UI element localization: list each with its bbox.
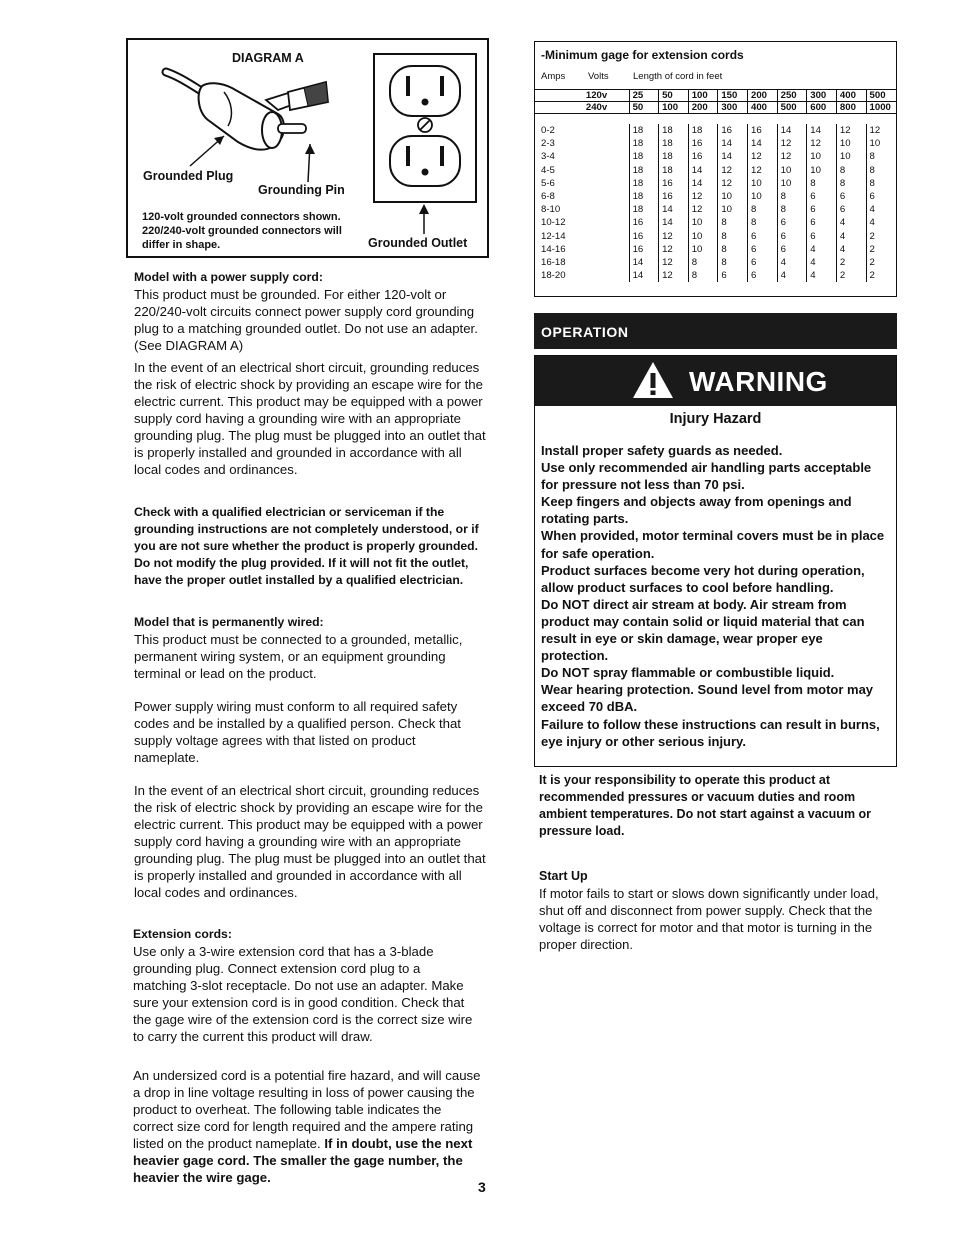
gage-cell: 10: [777, 177, 807, 190]
gage-cell: 12: [718, 164, 748, 177]
gage-cell: 10: [688, 230, 718, 243]
undersized-cord-text: An undersized cord is a potential fire hazard, and will cause a drop in line voltage resulting in loss of power causing the product to overheat. The following table indicates the correct size cord for length required and the ampere rating listed on the product nameplate.: [133, 1068, 481, 1151]
gage-cell: 14: [747, 137, 777, 150]
gage-cell: 4: [836, 216, 866, 229]
gage-cell: 12: [747, 164, 777, 177]
grounding-pin-label: Grounding Pin: [258, 183, 345, 197]
gage-cell: 8: [866, 177, 896, 190]
length-cell: 1000: [866, 102, 896, 114]
gage-cell: 8: [777, 203, 807, 216]
amps-cell: 12-14: [541, 230, 566, 242]
gage-cell: 16: [747, 124, 777, 137]
gage-cell: 12: [747, 150, 777, 163]
permanent-wired-heading: Model that is permanently wired:: [134, 615, 324, 629]
gage-cell: 10: [836, 150, 866, 163]
amps-cell: 3-4: [541, 151, 555, 163]
gage-row: [535, 256, 896, 269]
amps-cell: 10-12: [541, 217, 566, 229]
gage-cell: 18: [659, 164, 689, 177]
gage-row: [535, 190, 896, 203]
warning-title: WARNING: [689, 366, 828, 397]
amps-cell: 4-5: [541, 164, 555, 176]
amps-cell: 8-10: [541, 204, 561, 216]
amps-header: Amps: [541, 71, 566, 82]
grounded-plug-illustration: [166, 72, 328, 182]
gage-row: [535, 269, 896, 282]
length-cell: 50: [659, 90, 689, 102]
gage-cell: 14: [688, 164, 718, 177]
length-cell: 25: [629, 90, 658, 102]
gage-cell: 10: [718, 203, 748, 216]
grounding-paragraph-2: In the event of an electrical short circuit, grounding reduces the risk of electric shock by providing an escape wire for the electric current. This product may be equipped with a power supply cord having a grounding wire with an appropriate grounding plug. The plug must be plugged into an outlet that is properly installed and grounded in accordance with all local codes and ordinances.: [134, 783, 486, 900]
gage-row: [535, 137, 896, 150]
gage-cell: 8: [836, 164, 866, 177]
warning-item: Product surfaces become very hot during operation, allow product surfaces to cool before handling.: [541, 562, 865, 595]
gage-cell: 8: [866, 150, 896, 163]
gage-cell: 8: [718, 243, 748, 256]
gage-row: [535, 177, 896, 190]
gage-cell: 18: [659, 124, 689, 137]
warning-list: [541, 442, 891, 750]
gage-cell: 14: [718, 137, 748, 150]
amps-cell: 5-6: [541, 177, 555, 189]
gage-cell: 6: [866, 190, 896, 203]
gage-cell: 8: [866, 164, 896, 177]
gage-cell: 10: [688, 243, 718, 256]
length-cell: 100: [659, 102, 689, 114]
gage-cell: 6: [807, 216, 837, 229]
gage-cell: 4: [866, 203, 896, 216]
gage-cell: 4: [866, 216, 896, 229]
warning-item: Failure to follow these instructions can result in burns, eye injury or other serious injury.: [541, 716, 880, 749]
warning-triangle-icon: [631, 360, 675, 400]
heavier-gage-note: If in doubt, use the next heavier gage cord. The smaller the gage number, the heavier the wire gage.: [133, 1136, 473, 1185]
length-cell: 400: [747, 102, 777, 114]
gage-cell: 4: [807, 269, 837, 282]
gage-cell: 6: [807, 230, 837, 243]
extension-cords-heading: Extension cords:: [133, 927, 232, 941]
gage-cell: 4: [836, 230, 866, 243]
gage-cell: 6: [747, 230, 777, 243]
permanent-wired-paragraph: This product must be connected to a grounded, metallic, permanent wiring system, or an equipment grounding terminal or lead on the product.: [134, 632, 463, 681]
gage-cell: 6: [836, 203, 866, 216]
gage-cell: 6: [777, 243, 807, 256]
gage-cell: 16: [659, 190, 689, 203]
spacer-cell: [586, 137, 629, 150]
responsibility-note: It is your responsibility to operate this product at recommended pressures or vacuum duties and room ambient temperatures. Do not start against a vacuum or pressure load.: [539, 773, 872, 838]
gage-cell: 16: [659, 177, 689, 190]
gage-cell: 12: [659, 269, 689, 282]
warning-item: Wear hearing protection. Sound level from motor may exceed 70 dBA.: [541, 682, 874, 715]
spacer-cell: [586, 190, 629, 203]
gage-cell: 12: [836, 124, 866, 137]
startup-heading: Start Up: [539, 869, 588, 883]
gage-cell: 14: [688, 177, 718, 190]
length-row-240v: [535, 102, 896, 114]
operation-section-bar: [534, 313, 897, 349]
gage-cell: 16: [629, 216, 658, 229]
electrician-warning: Check with a qualified electrician or serviceman if the grounding instructions are not completely understood, or if you are not sure whether the product is properly grounded. Do not modify the plug provided. If it will not fit the outlet, have the proper outlet installed by a qualified electrician.: [134, 505, 479, 587]
gage-cell: 6: [807, 190, 837, 203]
gage-cell: 8: [688, 269, 718, 282]
power-cord-paragraph: This product must be grounded. For either 120-volt or 220/240-volt circuits connect power supply cord grounding plug to a matching grounded outlet. Do not use an adapter. (See DIAGRAM A): [134, 287, 478, 353]
gage-row: [535, 150, 896, 163]
gage-cell: 12: [688, 203, 718, 216]
gage-cell: 2: [836, 269, 866, 282]
gage-cell: 14: [629, 256, 658, 269]
diagram-title: DIAGRAM A: [232, 51, 304, 65]
gage-cell: 8: [718, 230, 748, 243]
gage-cell: 10: [747, 177, 777, 190]
length-cell: 500: [866, 90, 896, 102]
gage-cell: 10: [836, 137, 866, 150]
gage-row: [535, 230, 896, 243]
gage-cell: 10: [718, 190, 748, 203]
gage-cell: 6: [777, 230, 807, 243]
length-cell: 300: [807, 90, 837, 102]
gage-cell: 14: [718, 150, 748, 163]
length-cell: 250: [777, 90, 807, 102]
gage-cell: 4: [836, 243, 866, 256]
power-cord-heading: Model with a power supply cord:: [134, 270, 323, 284]
gage-cell: 16: [629, 243, 658, 256]
gage-cell: 6: [747, 243, 777, 256]
gage-cell: 12: [688, 190, 718, 203]
gage-cell: 16: [688, 150, 718, 163]
spacer-cell: [586, 177, 629, 190]
amps-cell: 2-3: [541, 138, 555, 150]
warning-item: Do NOT spray flammable or combustible liquid.: [541, 665, 835, 681]
gage-cell: 10: [807, 150, 837, 163]
spacer-cell: [586, 256, 629, 269]
gage-cell: 18: [629, 124, 658, 137]
gage-cell: 6: [836, 190, 866, 203]
gage-cell: 14: [659, 203, 689, 216]
volts-cell: 240v: [586, 102, 629, 114]
warning-item: Use only recommended air handling parts acceptable for pressure not less than 70 psi.: [541, 460, 872, 493]
gage-cell: 14: [659, 216, 689, 229]
operation-heading: OPERATION: [541, 324, 629, 340]
extension-cord-gage-table: [534, 41, 897, 297]
gage-cell: 8: [747, 203, 777, 216]
length-cell: 500: [777, 102, 807, 114]
gage-cell: 18: [629, 137, 658, 150]
gage-cell: 6: [747, 269, 777, 282]
gage-cell: 12: [718, 177, 748, 190]
spacer-cell: [586, 269, 629, 282]
gage-cell: 18: [629, 150, 658, 163]
gage-cell: 18: [629, 164, 658, 177]
startup-paragraph: If motor fails to start or slows down significantly under load, shut off and disconnect from power supply. Check that the voltage is correct for motor and that motor is turning in the proper direction.: [539, 886, 879, 952]
length-cell: 400: [836, 90, 866, 102]
length-cell: 600: [807, 102, 837, 114]
gage-cell: 12: [807, 137, 837, 150]
gage-cell: 12: [659, 243, 689, 256]
warning-item: Install proper safety guards as needed.: [541, 443, 783, 458]
length-cell: 200: [747, 90, 777, 102]
length-cell: 800: [836, 102, 866, 114]
length-cell: 50: [629, 102, 658, 114]
gage-cell: 12: [659, 256, 689, 269]
gage-cell: 14: [629, 269, 658, 282]
volts-header: Volts: [588, 71, 609, 82]
gage-cell: 18: [629, 190, 658, 203]
gage-cell: 8: [747, 216, 777, 229]
gage-row: [535, 124, 896, 137]
gage-cell: 8: [718, 216, 748, 229]
warning-header: [535, 356, 896, 406]
volts-cell: 120v: [586, 90, 629, 102]
page-number: 3: [478, 1179, 486, 1195]
gage-cell: 12: [777, 137, 807, 150]
gage-data-rows: [535, 124, 896, 282]
length-header: Length of cord in feet: [633, 71, 723, 82]
warning-box: [534, 355, 897, 767]
gage-table-title: -Minimum gage for extension cords: [541, 48, 744, 62]
amps-cell: 16-18: [541, 257, 566, 269]
gage-cell: 2: [836, 256, 866, 269]
gage-row: [535, 243, 896, 256]
gage-cell: 4: [807, 243, 837, 256]
amps-cell: 18-20: [541, 270, 566, 282]
gage-row: [535, 164, 896, 177]
gage-cell: 6: [747, 256, 777, 269]
warning-item: Do NOT direct air stream at body. Air stream from product may contain solid or liquid material that can result in eye or skin damage, wear proper eye protection.: [541, 596, 865, 664]
gage-cell: 18: [629, 203, 658, 216]
gage-cell: 4: [777, 269, 807, 282]
spacer-cell: [586, 124, 629, 137]
spacer-cell: [586, 243, 629, 256]
amps-cell: 0-2: [541, 125, 555, 136]
gage-cell: 12: [777, 150, 807, 163]
gage-cell: 2: [866, 269, 896, 282]
gage-cell: 10: [807, 164, 837, 177]
gage-cell: 2: [866, 230, 896, 243]
extension-cords-paragraph: Use only a 3-wire extension cord that has a 3-blade grounding plug. Connect extension cord plug to a matching 3-slot receptacle. Do not use an adapter. Make sure your extension cord is in good condition. Check that the gage wire of the extension cord is the correct size wire to carry the current this product will draw.: [133, 944, 473, 1044]
injury-hazard-subtitle: Injury Hazard: [669, 411, 762, 427]
grounded-outlet-label: Grounded Outlet: [368, 236, 468, 250]
gage-cell: 10: [866, 137, 896, 150]
length-cell: 300: [718, 102, 748, 114]
amps-cell: 6-8: [541, 191, 555, 203]
gage-cell: 16: [629, 230, 658, 243]
gage-cell: 16: [688, 137, 718, 150]
gage-cell: 14: [807, 124, 837, 137]
spacer-cell: [586, 164, 629, 177]
diagram-note: 120-volt grounded connectors shown. 220/240-volt grounded connectors will differ in shape.: [142, 211, 342, 251]
spacer-cell: [586, 230, 629, 243]
gage-cell: 12: [659, 230, 689, 243]
spacer-cell: [586, 203, 629, 216]
spacer-cell: [586, 150, 629, 163]
gage-cell: 18: [659, 137, 689, 150]
gage-cell: 14: [777, 124, 807, 137]
gage-cell: 10: [688, 216, 718, 229]
gage-cell: 8: [836, 177, 866, 190]
gage-row: [535, 216, 896, 229]
gage-cell: 18: [629, 177, 658, 190]
gage-cell: 10: [777, 164, 807, 177]
warning-item: When provided, motor terminal covers must be in place for safe operation.: [541, 528, 885, 561]
gage-cell: 6: [718, 269, 748, 282]
amps-cell: 14-16: [541, 243, 566, 255]
gage-cell: 16: [718, 124, 748, 137]
gage-cell: 4: [777, 256, 807, 269]
undersized-cord-paragraph: [133, 1067, 485, 1186]
gage-cell: 18: [688, 124, 718, 137]
gage-cell: 8: [807, 177, 837, 190]
length-cell: 150: [718, 90, 748, 102]
warning-item: Keep fingers and objects away from openings and rotating parts.: [541, 494, 852, 527]
gage-cell: 10: [747, 190, 777, 203]
gage-cell: 12: [866, 124, 896, 137]
grounded-plug-label: Grounded Plug: [143, 169, 234, 183]
length-row-120v: [535, 90, 896, 102]
gage-table-grid: [535, 89, 896, 282]
gage-cell: 18: [659, 150, 689, 163]
gage-cell: 4: [807, 256, 837, 269]
gage-cell: 2: [866, 256, 896, 269]
grounding-paragraph-1: In the event of an electrical short circuit, grounding reduces the risk of electric shock by providing an escape wire for the electric current. This product may be equipped with a power supply cord having a grounding wire with an appropriate grounding plug. The plug must be plugged into an outlet that is properly installed and grounded in accordance with all local codes and ordinances.: [134, 360, 486, 477]
spacer-cell: [586, 216, 629, 229]
grounded-outlet-illustration: [374, 54, 476, 234]
gage-row: [535, 203, 896, 216]
gage-cell: 8: [777, 190, 807, 203]
length-cell: 200: [688, 102, 718, 114]
gage-cell: 6: [807, 203, 837, 216]
length-cell: 100: [688, 90, 718, 102]
gage-cell: 8: [688, 256, 718, 269]
diagram-a: [126, 38, 489, 258]
gage-cell: 6: [777, 216, 807, 229]
wiring-codes-paragraph: Power supply wiring must conform to all required safety codes and be installed by a qualified person. Check that supply voltage agrees with that listed on product nameplate.: [134, 699, 461, 765]
gage-cell: 8: [718, 256, 748, 269]
gage-cell: 2: [866, 243, 896, 256]
